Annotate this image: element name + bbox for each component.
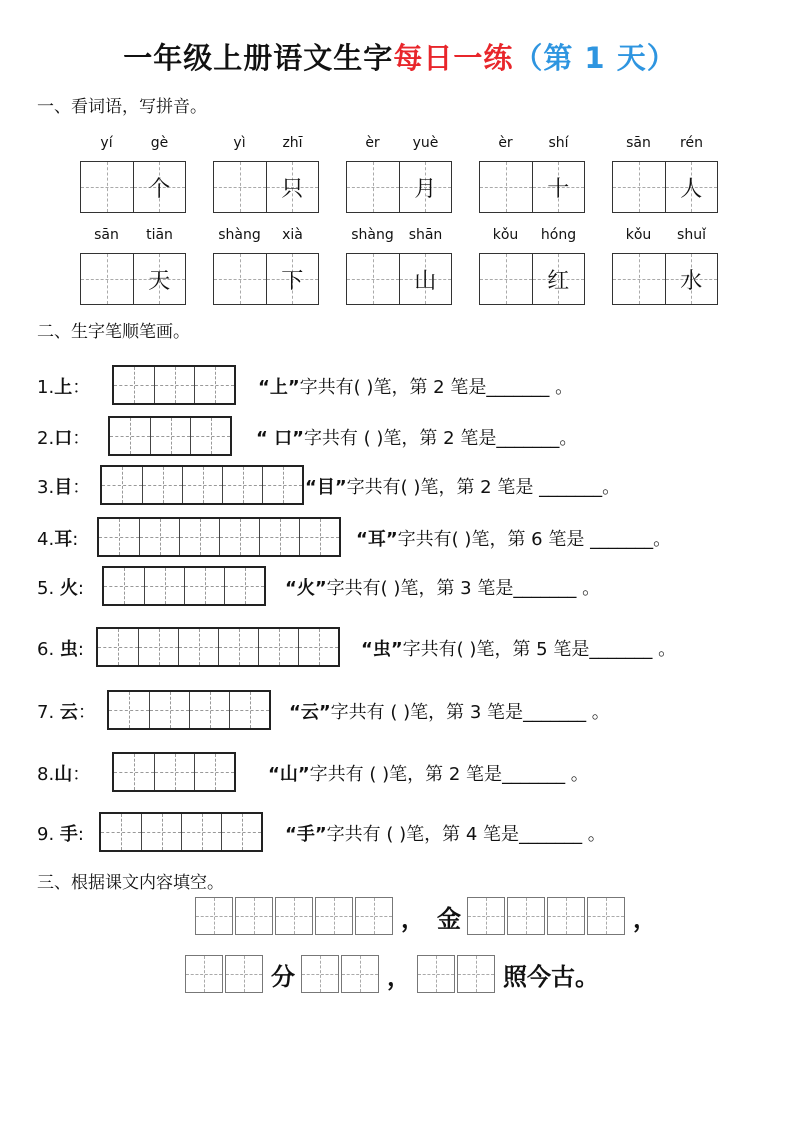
grid-guide <box>104 586 144 587</box>
character: 天 <box>148 268 171 294</box>
question-end: 。 <box>559 428 578 449</box>
box-group <box>417 955 497 993</box>
pinyin-label: shān <box>408 227 443 243</box>
tianzige-cell <box>133 162 186 212</box>
stroke-grid <box>112 365 236 405</box>
answer-blank[interactable]: _______ <box>496 428 560 449</box>
writing-box[interactable] <box>114 367 154 403</box>
row-character: 耳 <box>54 529 73 550</box>
grid-guide <box>302 974 338 975</box>
punctuation: ， <box>387 962 411 991</box>
pinyin-label: gè <box>150 135 169 151</box>
stroke-row <box>0 365 800 405</box>
row-colon: : <box>77 639 84 660</box>
grid-guide <box>185 586 224 587</box>
character: 个 <box>148 176 171 202</box>
section1-heading: 一、看词语，写拼音。 <box>37 97 207 117</box>
writing-box[interactable] <box>141 814 181 850</box>
writing-box[interactable] <box>219 519 259 555</box>
section2-heading: 二、生字笔顺笔画。 <box>37 322 190 342</box>
writing-box[interactable] <box>225 955 263 993</box>
answer-blank[interactable]: _______ <box>533 477 603 498</box>
grid-guide <box>418 974 454 975</box>
row-colon: : <box>77 578 84 599</box>
row-character: 虫 <box>59 639 78 660</box>
stroke-grid <box>99 812 263 852</box>
tianzige-cell <box>480 162 532 212</box>
question-end: 。 <box>602 477 621 498</box>
character: 月 <box>414 176 437 202</box>
row-character: 手 <box>59 824 78 845</box>
grid-guide <box>356 916 392 917</box>
writing-box[interactable] <box>315 897 353 935</box>
section3-heading: 三、根据课文内容填空。 <box>37 873 224 893</box>
grid-guide <box>458 974 494 975</box>
row-label <box>37 373 90 399</box>
writing-box[interactable] <box>341 955 379 993</box>
row-label <box>37 698 96 724</box>
row-character: 上 <box>54 377 73 398</box>
writing-box[interactable] <box>235 897 273 935</box>
grid-guide <box>316 916 352 917</box>
pinyin-label: yí <box>100 135 113 151</box>
writing-box[interactable] <box>299 519 339 555</box>
given-character: 分 <box>271 962 295 991</box>
writing-box[interactable] <box>178 629 218 665</box>
pinyin-label: yì <box>233 135 246 151</box>
row-character: 口 <box>54 428 73 449</box>
tianzige-box <box>346 253 452 305</box>
grid-guide <box>155 385 194 386</box>
stroke-grid <box>112 752 236 792</box>
character <box>347 162 399 212</box>
punctuation: ， <box>401 904 425 933</box>
question-text: 字共有 ( )笔，第 2 笔是 <box>303 428 497 449</box>
grid-guide <box>508 916 544 917</box>
grid-guide <box>150 710 189 711</box>
writing-box[interactable] <box>262 467 302 503</box>
row-number: 5. <box>37 578 60 599</box>
grid-guide <box>225 586 264 587</box>
stroke-row <box>0 416 800 456</box>
page-title <box>0 36 800 77</box>
character <box>613 162 665 212</box>
row-number: 1. <box>37 377 55 398</box>
stroke-question <box>268 760 589 786</box>
quoted-character: “上” <box>258 377 300 398</box>
grid-guide <box>114 772 154 773</box>
grid-guide <box>182 832 221 833</box>
title-day: （第 1 天） <box>513 41 677 75</box>
writing-box[interactable] <box>104 568 144 604</box>
writing-box[interactable] <box>181 814 221 850</box>
question-text: 字共有 ( )笔，第 3 笔是 <box>330 702 524 723</box>
quoted-character: “ 口” <box>256 428 304 449</box>
row-label <box>37 760 90 786</box>
writing-box[interactable] <box>139 519 179 555</box>
punctuation: ， <box>633 904 657 933</box>
character: 十 <box>547 176 570 202</box>
tianzige-cell <box>613 162 665 212</box>
quoted-character: “手” <box>285 824 327 845</box>
character <box>81 254 133 304</box>
stroke-row <box>0 690 800 730</box>
row-colon: : <box>77 824 84 845</box>
answer-blank[interactable]: _______ <box>584 529 654 550</box>
writing-box[interactable] <box>154 754 194 790</box>
row-label <box>37 820 84 846</box>
pinyin-label: tiān <box>146 227 173 243</box>
question-text: 字共有( )笔，第 2 笔是 <box>299 377 487 398</box>
question-text: 字共有( )笔，第 6 笔是 <box>397 529 585 550</box>
grid-guide <box>98 647 138 648</box>
tianzige-box <box>612 161 718 213</box>
tianzige-cell <box>532 162 585 212</box>
given-character: 金 <box>437 904 461 933</box>
writing-box[interactable] <box>221 814 261 850</box>
grid-guide <box>114 385 154 386</box>
pinyin-label: kǒu <box>625 227 652 243</box>
pinyin-label: kǒu <box>492 227 519 243</box>
row-label <box>37 574 84 600</box>
question-end: 。 <box>582 824 606 845</box>
writing-box[interactable] <box>301 955 339 993</box>
row-number: 9. <box>37 824 60 845</box>
quoted-character: “耳” <box>356 529 398 550</box>
writing-box[interactable] <box>507 897 545 935</box>
writing-box[interactable] <box>224 568 264 604</box>
grid-guide <box>342 974 378 975</box>
writing-box[interactable] <box>142 467 182 503</box>
title-highlight: 每日一练 <box>393 41 514 75</box>
grid-guide <box>145 586 184 587</box>
row-character: 火 <box>59 578 78 599</box>
character: 红 <box>547 268 570 294</box>
question-text: 字共有( )笔，第 3 笔是 <box>326 578 514 599</box>
grid-guide <box>219 647 258 648</box>
grid-guide <box>468 916 504 917</box>
tianzige-cell <box>214 162 266 212</box>
row-colon: ： <box>72 428 91 449</box>
row-character: 目 <box>54 477 73 498</box>
box-group <box>301 955 381 993</box>
writing-box[interactable] <box>195 897 233 935</box>
character <box>214 162 266 212</box>
row-label <box>37 473 90 499</box>
stroke-question <box>361 635 676 661</box>
writing-box[interactable] <box>355 897 393 935</box>
grid-guide <box>101 832 141 833</box>
character <box>613 254 665 304</box>
fill-line-1 <box>195 897 663 935</box>
writing-box[interactable] <box>185 955 223 993</box>
character: 下 <box>281 268 304 294</box>
writing-box[interactable] <box>547 897 585 935</box>
stroke-row <box>0 517 800 557</box>
writing-box[interactable] <box>149 692 189 728</box>
character <box>480 162 532 212</box>
row-colon: ： <box>72 477 91 498</box>
writing-box[interactable] <box>102 467 142 503</box>
stroke-question <box>289 698 610 724</box>
question-text: 字共有 ( )笔，第 2 笔是 <box>309 764 503 785</box>
character <box>347 254 399 304</box>
grid-guide <box>155 772 194 773</box>
stroke-row <box>0 627 800 667</box>
grid-guide <box>143 485 182 486</box>
tianzige-cell <box>665 254 718 304</box>
character <box>81 162 133 212</box>
stroke-question <box>356 525 671 551</box>
answer-blank[interactable]: _______ <box>589 639 653 660</box>
question-end: 。 <box>576 578 601 599</box>
grid-guide <box>151 436 190 437</box>
stroke-grid <box>97 517 341 557</box>
box-group <box>195 897 395 935</box>
row-number: 8. <box>37 764 55 785</box>
question-text: 字共有( )笔，第 5 笔是 <box>402 639 590 660</box>
stroke-question <box>256 424 577 450</box>
row-number: 7. <box>37 702 60 723</box>
title-main: 一年级上册语文生字 <box>123 41 394 75</box>
stroke-question <box>285 820 606 846</box>
writing-box[interactable] <box>138 629 178 665</box>
writing-box[interactable] <box>189 692 229 728</box>
writing-box[interactable] <box>99 519 139 555</box>
grid-guide <box>139 647 178 648</box>
stroke-grid <box>102 566 266 606</box>
writing-box[interactable] <box>229 692 269 728</box>
character: 水 <box>680 268 703 294</box>
writing-box[interactable] <box>194 367 234 403</box>
tianzige-cell <box>81 162 133 212</box>
row-colon: ： <box>72 764 91 785</box>
tianzige-cell <box>665 162 718 212</box>
writing-box[interactable] <box>275 897 313 935</box>
writing-box[interactable] <box>184 568 224 604</box>
tianzige-cell <box>81 254 133 304</box>
character: 只 <box>281 176 304 202</box>
writing-box[interactable] <box>154 367 194 403</box>
writing-box[interactable] <box>457 955 495 993</box>
stroke-grid <box>108 416 232 456</box>
grid-guide <box>196 916 232 917</box>
grid-guide <box>110 436 150 437</box>
pinyin-label: xià <box>282 227 303 243</box>
tianzige-cell <box>399 254 452 304</box>
stroke-question <box>305 473 620 499</box>
stroke-row <box>0 752 800 792</box>
pinyin-label: shuǐ <box>677 227 706 243</box>
writing-box[interactable] <box>258 629 298 665</box>
question-end: 。 <box>653 529 672 550</box>
tianzige-cell <box>347 162 399 212</box>
quoted-character: “虫” <box>361 639 403 660</box>
tianzige-cell <box>532 254 585 304</box>
writing-box[interactable] <box>182 467 222 503</box>
grid-guide <box>180 537 219 538</box>
grid-guide <box>236 916 272 917</box>
tianzige-cell <box>347 254 399 304</box>
grid-guide <box>220 537 259 538</box>
writing-box[interactable] <box>417 955 455 993</box>
writing-box[interactable] <box>298 629 338 665</box>
character: 山 <box>414 268 437 294</box>
grid-guide <box>142 832 181 833</box>
stroke-question <box>258 373 573 399</box>
given-text: 照今古。 <box>503 962 599 991</box>
row-number: 6. <box>37 639 60 660</box>
writing-box[interactable] <box>114 754 154 790</box>
answer-blank[interactable]: _______ <box>519 824 583 845</box>
answer-blank[interactable]: _______ <box>486 377 550 398</box>
answer-blank[interactable]: _______ <box>513 578 577 599</box>
writing-box[interactable] <box>259 519 299 555</box>
grid-guide <box>588 916 624 917</box>
question-end: 。 <box>586 702 610 723</box>
grid-guide <box>190 710 229 711</box>
pinyin-label: rén <box>680 135 703 151</box>
writing-box[interactable] <box>179 519 219 555</box>
stroke-grid <box>100 465 304 505</box>
quoted-character: “火” <box>285 578 327 599</box>
answer-blank[interactable]: _______ <box>502 764 566 785</box>
tianzige-box <box>80 161 186 213</box>
pinyin-label: zhī <box>282 135 303 151</box>
grid-guide <box>223 485 262 486</box>
character <box>480 254 532 304</box>
grid-guide <box>102 485 142 486</box>
fill-line-2 <box>185 955 605 993</box>
question-end: 。 <box>565 764 589 785</box>
grid-guide <box>299 647 338 648</box>
writing-box[interactable] <box>467 897 505 935</box>
grid-guide <box>99 537 139 538</box>
grid-guide <box>195 772 234 773</box>
tianzige-cell <box>214 254 266 304</box>
row-number: 3. <box>37 477 55 498</box>
row-number: 4. <box>37 529 55 550</box>
tianzige-cell <box>480 254 532 304</box>
quoted-character: “云” <box>289 702 331 723</box>
row-colon: : <box>72 529 79 550</box>
row-label <box>37 525 78 551</box>
row-number: 2. <box>37 428 55 449</box>
grid-guide <box>230 710 269 711</box>
character <box>214 254 266 304</box>
box-group <box>467 897 627 935</box>
stroke-row <box>0 812 800 852</box>
grid-guide <box>140 537 179 538</box>
quoted-character: “目” <box>305 477 347 498</box>
row-character: 云 <box>59 702 78 723</box>
box-group <box>185 955 265 993</box>
writing-box[interactable] <box>218 629 258 665</box>
row-character: 山 <box>54 764 73 785</box>
row-label <box>37 635 84 661</box>
writing-box[interactable] <box>144 568 184 604</box>
tianzige-box <box>346 161 452 213</box>
grid-guide <box>186 974 222 975</box>
grid-guide <box>276 916 312 917</box>
writing-box[interactable] <box>110 418 150 454</box>
grid-guide <box>548 916 584 917</box>
stroke-grid <box>107 690 271 730</box>
stroke-grid <box>96 627 340 667</box>
tianzige-box <box>213 161 319 213</box>
writing-box[interactable] <box>222 467 262 503</box>
pinyin-label: èr <box>365 135 380 151</box>
tianzige-box <box>479 161 585 213</box>
grid-guide <box>195 385 234 386</box>
tianzige-cell <box>399 162 452 212</box>
tianzige-cell <box>266 254 319 304</box>
pinyin-label: hóng <box>540 227 577 243</box>
grid-guide <box>300 537 339 538</box>
question-end: 。 <box>549 377 574 398</box>
grid-guide <box>183 485 222 486</box>
grid-guide <box>222 832 261 833</box>
writing-box[interactable] <box>194 754 234 790</box>
writing-box[interactable] <box>98 629 138 665</box>
tianzige-cell <box>133 254 186 304</box>
pinyin-label: shàng <box>351 227 394 243</box>
question-text: 字共有( )笔，第 2 笔是 <box>346 477 534 498</box>
quoted-character: “山” <box>268 764 310 785</box>
answer-blank[interactable]: _______ <box>523 702 587 723</box>
grid-guide <box>263 485 302 486</box>
pinyin-label: shí <box>548 135 569 151</box>
pinyin-label: sān <box>626 135 651 151</box>
row-label <box>37 424 90 450</box>
tianzige-box <box>80 253 186 305</box>
stroke-row <box>0 465 800 505</box>
pinyin-label: sān <box>94 227 119 243</box>
tianzige-box <box>213 253 319 305</box>
pinyin-label: èr <box>498 135 513 151</box>
question-end: 。 <box>652 639 677 660</box>
grid-guide <box>226 974 262 975</box>
stroke-row <box>0 566 800 606</box>
row-colon: ： <box>77 702 96 723</box>
question-text: 字共有 ( )笔，第 4 笔是 <box>326 824 520 845</box>
grid-guide <box>191 436 230 437</box>
tianzige-cell <box>613 254 665 304</box>
tianzige-box <box>479 253 585 305</box>
character: 人 <box>680 176 703 202</box>
tianzige-box <box>612 253 718 305</box>
pinyin-label: shàng <box>218 227 261 243</box>
writing-box[interactable] <box>101 814 141 850</box>
grid-guide <box>260 537 299 538</box>
writing-box[interactable] <box>587 897 625 935</box>
grid-guide <box>259 647 298 648</box>
tianzige-cell <box>266 162 319 212</box>
stroke-question <box>285 574 600 600</box>
writing-box[interactable] <box>109 692 149 728</box>
writing-box[interactable] <box>150 418 190 454</box>
grid-guide <box>109 710 149 711</box>
pinyin-label: yuè <box>412 135 439 151</box>
row-colon: ： <box>72 377 91 398</box>
writing-box[interactable] <box>190 418 230 454</box>
grid-guide <box>179 647 218 648</box>
